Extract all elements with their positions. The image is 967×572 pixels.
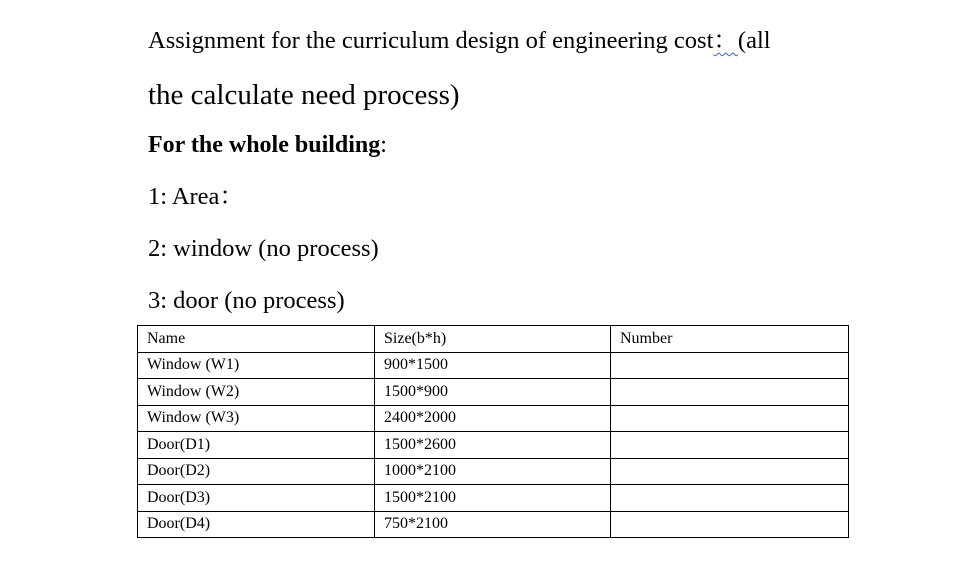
table-cell-name[interactable]: Door(D3)	[138, 485, 375, 512]
table-row	[138, 485, 849, 512]
section-heading-bold-text: For the whole building	[148, 132, 381, 158]
section-heading	[148, 129, 387, 161]
title-line-1-main: Assignment for the curriculum design of engineering cost	[148, 27, 714, 54]
list-item-window: 2: window (no process)	[148, 235, 379, 262]
title-line-1-tail: (all	[737, 27, 771, 54]
doors-windows-table	[137, 325, 849, 538]
list-item-door: 3: door (no process)	[148, 287, 345, 314]
table-header-row	[138, 326, 849, 353]
table-cell-number[interactable]	[611, 432, 849, 459]
table-cell-number[interactable]	[611, 405, 849, 432]
section-heading-colon: :	[380, 132, 387, 158]
table-cell-name[interactable]: Door(D1)	[138, 432, 375, 459]
table-cell-size[interactable]: 1500*900	[375, 379, 611, 406]
table-cell-name[interactable]: Window (W1)	[138, 352, 375, 379]
table-cell-size[interactable]: 1000*2100	[375, 458, 611, 485]
list-item-area: 1: Area：	[148, 183, 244, 210]
header-cell-number[interactable]: Number	[611, 326, 849, 353]
table-cell-size[interactable]: 2400*2000	[375, 405, 611, 432]
table-row	[138, 432, 849, 459]
table-cell-name[interactable]: Window (W3)	[138, 405, 375, 432]
table-cell-number[interactable]	[611, 379, 849, 406]
table-row	[138, 379, 849, 406]
table-cell-size[interactable]: 1500*2100	[375, 485, 611, 512]
table-row	[138, 352, 849, 379]
table-cell-name[interactable]: Door(D4)	[138, 511, 375, 538]
table-cell-name[interactable]: Door(D2)	[138, 458, 375, 485]
title-line-2: the calculate need process)	[148, 79, 460, 111]
table-cell-number[interactable]	[611, 511, 849, 538]
table-row	[138, 405, 849, 432]
table-cell-number[interactable]	[611, 352, 849, 379]
table-cell-size[interactable]: 1500*2600	[375, 432, 611, 459]
table-cell-name[interactable]: Window (W2)	[138, 379, 375, 406]
table-row	[138, 511, 849, 538]
table-cell-number[interactable]	[611, 458, 849, 485]
table-cell-size[interactable]: 900*1500	[375, 352, 611, 379]
header-cell-size[interactable]: Size(b*h)	[375, 326, 611, 353]
table-cell-size[interactable]: 750*2100	[375, 511, 611, 538]
table-row	[138, 458, 849, 485]
title-line-1	[148, 25, 771, 57]
spellcheck-flagged-colon[interactable]: ：	[713, 27, 738, 54]
header-cell-name[interactable]: Name	[138, 326, 375, 353]
table-cell-number[interactable]	[611, 485, 849, 512]
